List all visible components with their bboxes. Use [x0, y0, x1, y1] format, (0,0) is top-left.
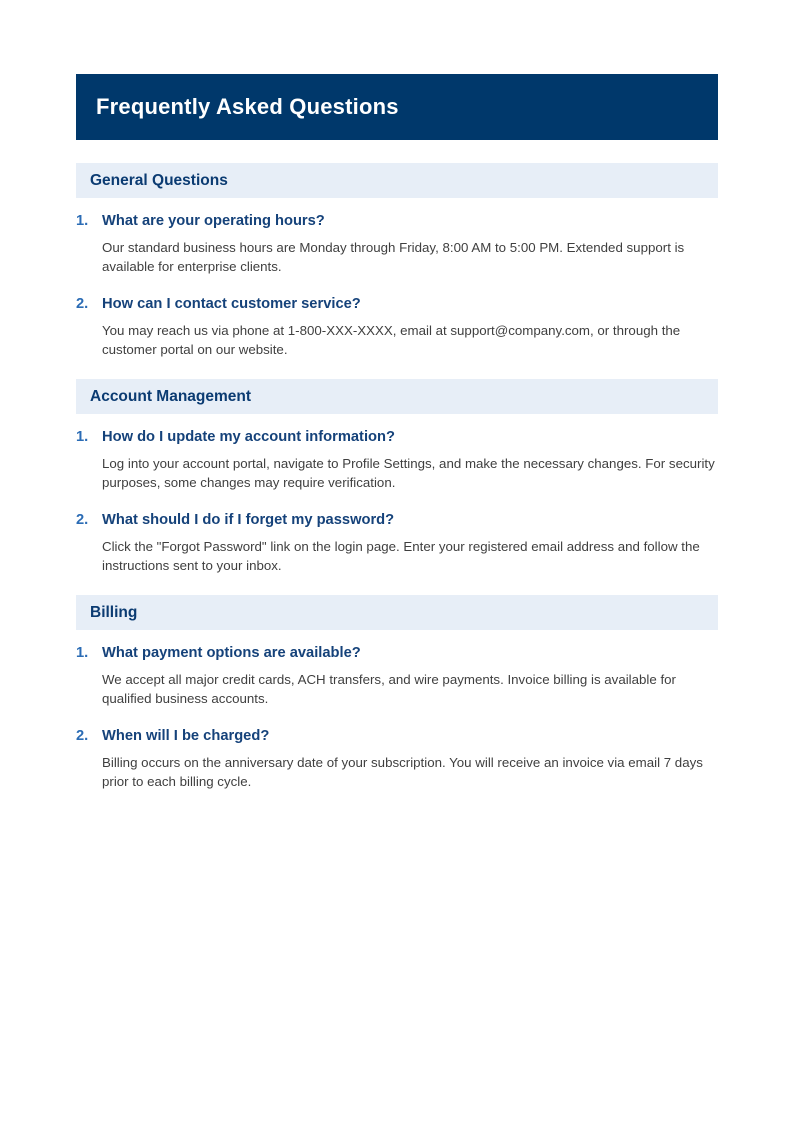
answer-text: Our standard business hours are Monday through Friday, 8:00 AM to 5:00 PM. Extended support is available for enterprise clients.: [102, 240, 685, 274]
faq-item: [76, 645, 718, 708]
question-text: How do I update my account information?: [102, 429, 395, 445]
answer-text: Log into your account portal, navigate to Profile Settings, and make the necessary changes. For security purposes, some changes may require verification.: [102, 456, 715, 490]
answer-text: You may reach us via phone at 1-800-XXX-XXXX, email at support@company.com, or through the customer portal on our website.: [102, 323, 681, 357]
question-number: 1.: [76, 429, 89, 445]
question-row: [76, 728, 718, 745]
section-title: General Questions: [90, 171, 228, 189]
question-number: 2.: [76, 728, 89, 744]
page-title: Frequently Asked Questions: [96, 94, 399, 119]
faq-item: [76, 512, 718, 575]
section-header-billing: [76, 595, 718, 630]
question-row: [76, 296, 718, 313]
question-text: What should I do if I forget my password?: [102, 512, 395, 528]
question-number: 2.: [76, 512, 89, 528]
question-text: How can I contact customer service?: [102, 296, 361, 312]
faq-item: [76, 296, 718, 359]
question-row: [76, 213, 718, 230]
question-row: [76, 429, 718, 446]
header-banner: [76, 74, 718, 140]
question-text: What are your operating hours?: [102, 213, 325, 229]
question-number: 1.: [76, 645, 89, 661]
faq-item: [76, 429, 718, 492]
question-number: 1.: [76, 213, 89, 229]
answer-text: Billing occurs on the anniversary date of your subscription. You will receive an invoice via email 7 days prior to each billing cycle.: [102, 755, 703, 789]
section-title: Account Management: [90, 387, 252, 405]
question-text: When will I be charged?: [102, 728, 270, 744]
section-header-general-questions: [76, 163, 718, 198]
question-row: [76, 645, 718, 662]
section-header-account-management: [76, 379, 718, 414]
page-content: [76, 74, 718, 791]
answer-text: Click the "Forgot Password" link on the login page. Enter your registered email address and follow the instructions sent to your inbox.: [102, 539, 700, 573]
faq-item: [76, 728, 718, 791]
faq-item: [76, 213, 718, 276]
question-text: What payment options are available?: [102, 645, 361, 661]
section-title: Billing: [90, 603, 138, 621]
question-row: [76, 512, 718, 529]
question-number: 2.: [76, 296, 89, 312]
answer-text: We accept all major credit cards, ACH transfers, and wire payments. Invoice billing is available for qualified business accounts.: [102, 672, 676, 706]
